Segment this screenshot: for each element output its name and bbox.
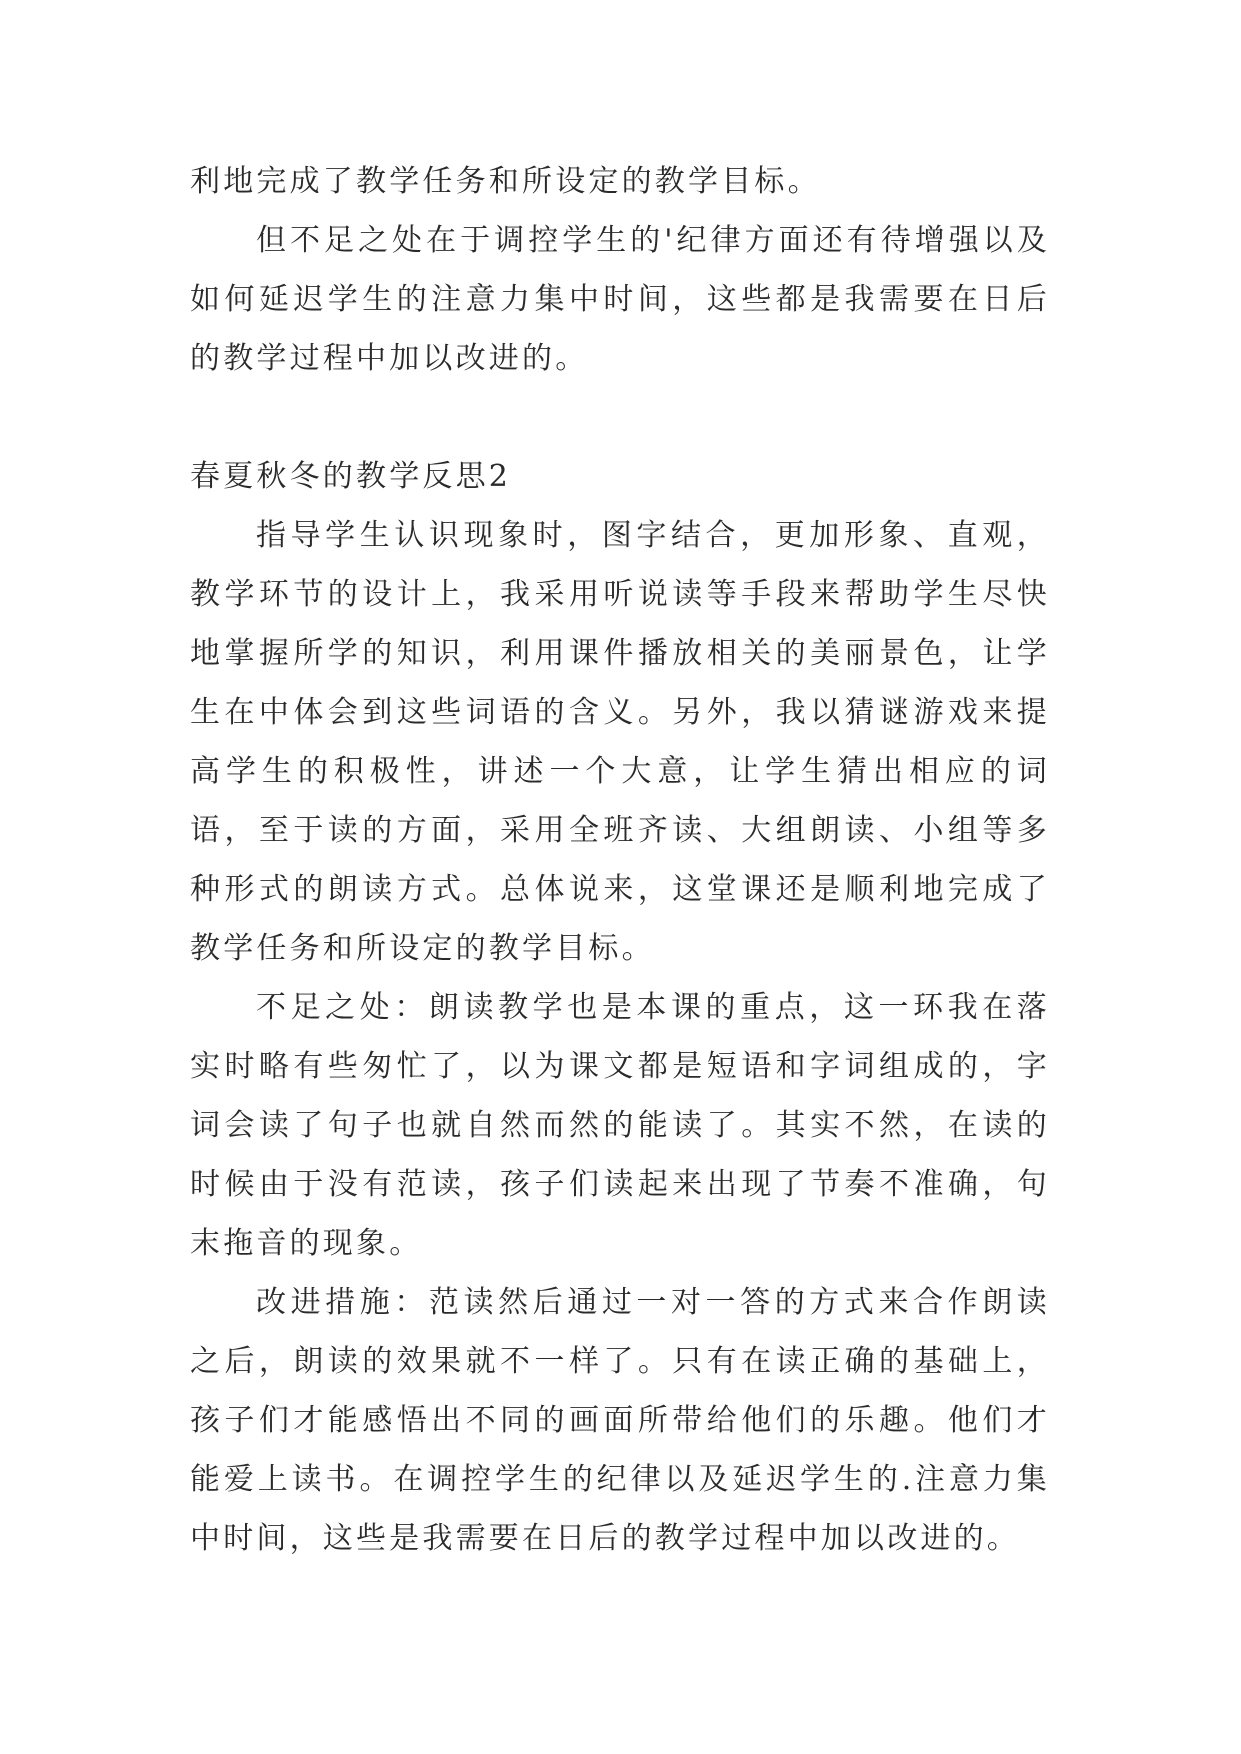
paragraph-improvements: 改进措施：范读然后通过一对一答的方式来合作朗读之后，朗读的效果就不一样了。只有在读正确的基础上，孩子们才能感悟出不同的画面所带给他们的乐趣。他们才能爱上读书。在调控学生的纪律以及延迟学生的.注意力集中时间，这些是我需要在日后的教学过程中加以改进的。 [190,1285,1050,1556]
section-title: 春夏秋冬的教学反思2 [190,459,512,494]
paragraph-shortcomings: 但不足之处在于调控学生的'纪律方面还有待增强以及如何延迟学生的注意力集中时间，这些都是我需要在日后的教学过程中加以改进的。 [190,223,1050,376]
document-body [190,152,1050,1568]
paragraph-continuation: 利地完成了教学任务和所设定的教学目标。 [190,164,821,199]
paragraph-teaching-approach: 指导学生认识现象时，图字结合，更加形象、直观，教学环节的设计上，我采用听说读等手段来帮助学生尽快地掌握所学的知识，利用课件播放相关的美丽景色，让学生在中体会到这些词语的含义。另外，我以猜谜游戏来提高学生的积极性，讲述一个大意，让学生猜出相应的词语，至于读的方面，采用全班齐读、大组朗读、小组等多种形式的朗读方式。总体说来，这堂课还是顺利地完成了教学任务和所设定的教学目标。 [190,518,1050,966]
paragraph-deficiencies: 不足之处：朗读教学也是本课的重点，这一环我在落实时略有些匆忙了，以为课文都是短语和字词组成的，字词会读了句子也就自然而然的能读了。其实不然，在读的时候由于没有范读，孩子们读起来出现了节奏不准确，句末拖音的现象。 [190,990,1050,1261]
